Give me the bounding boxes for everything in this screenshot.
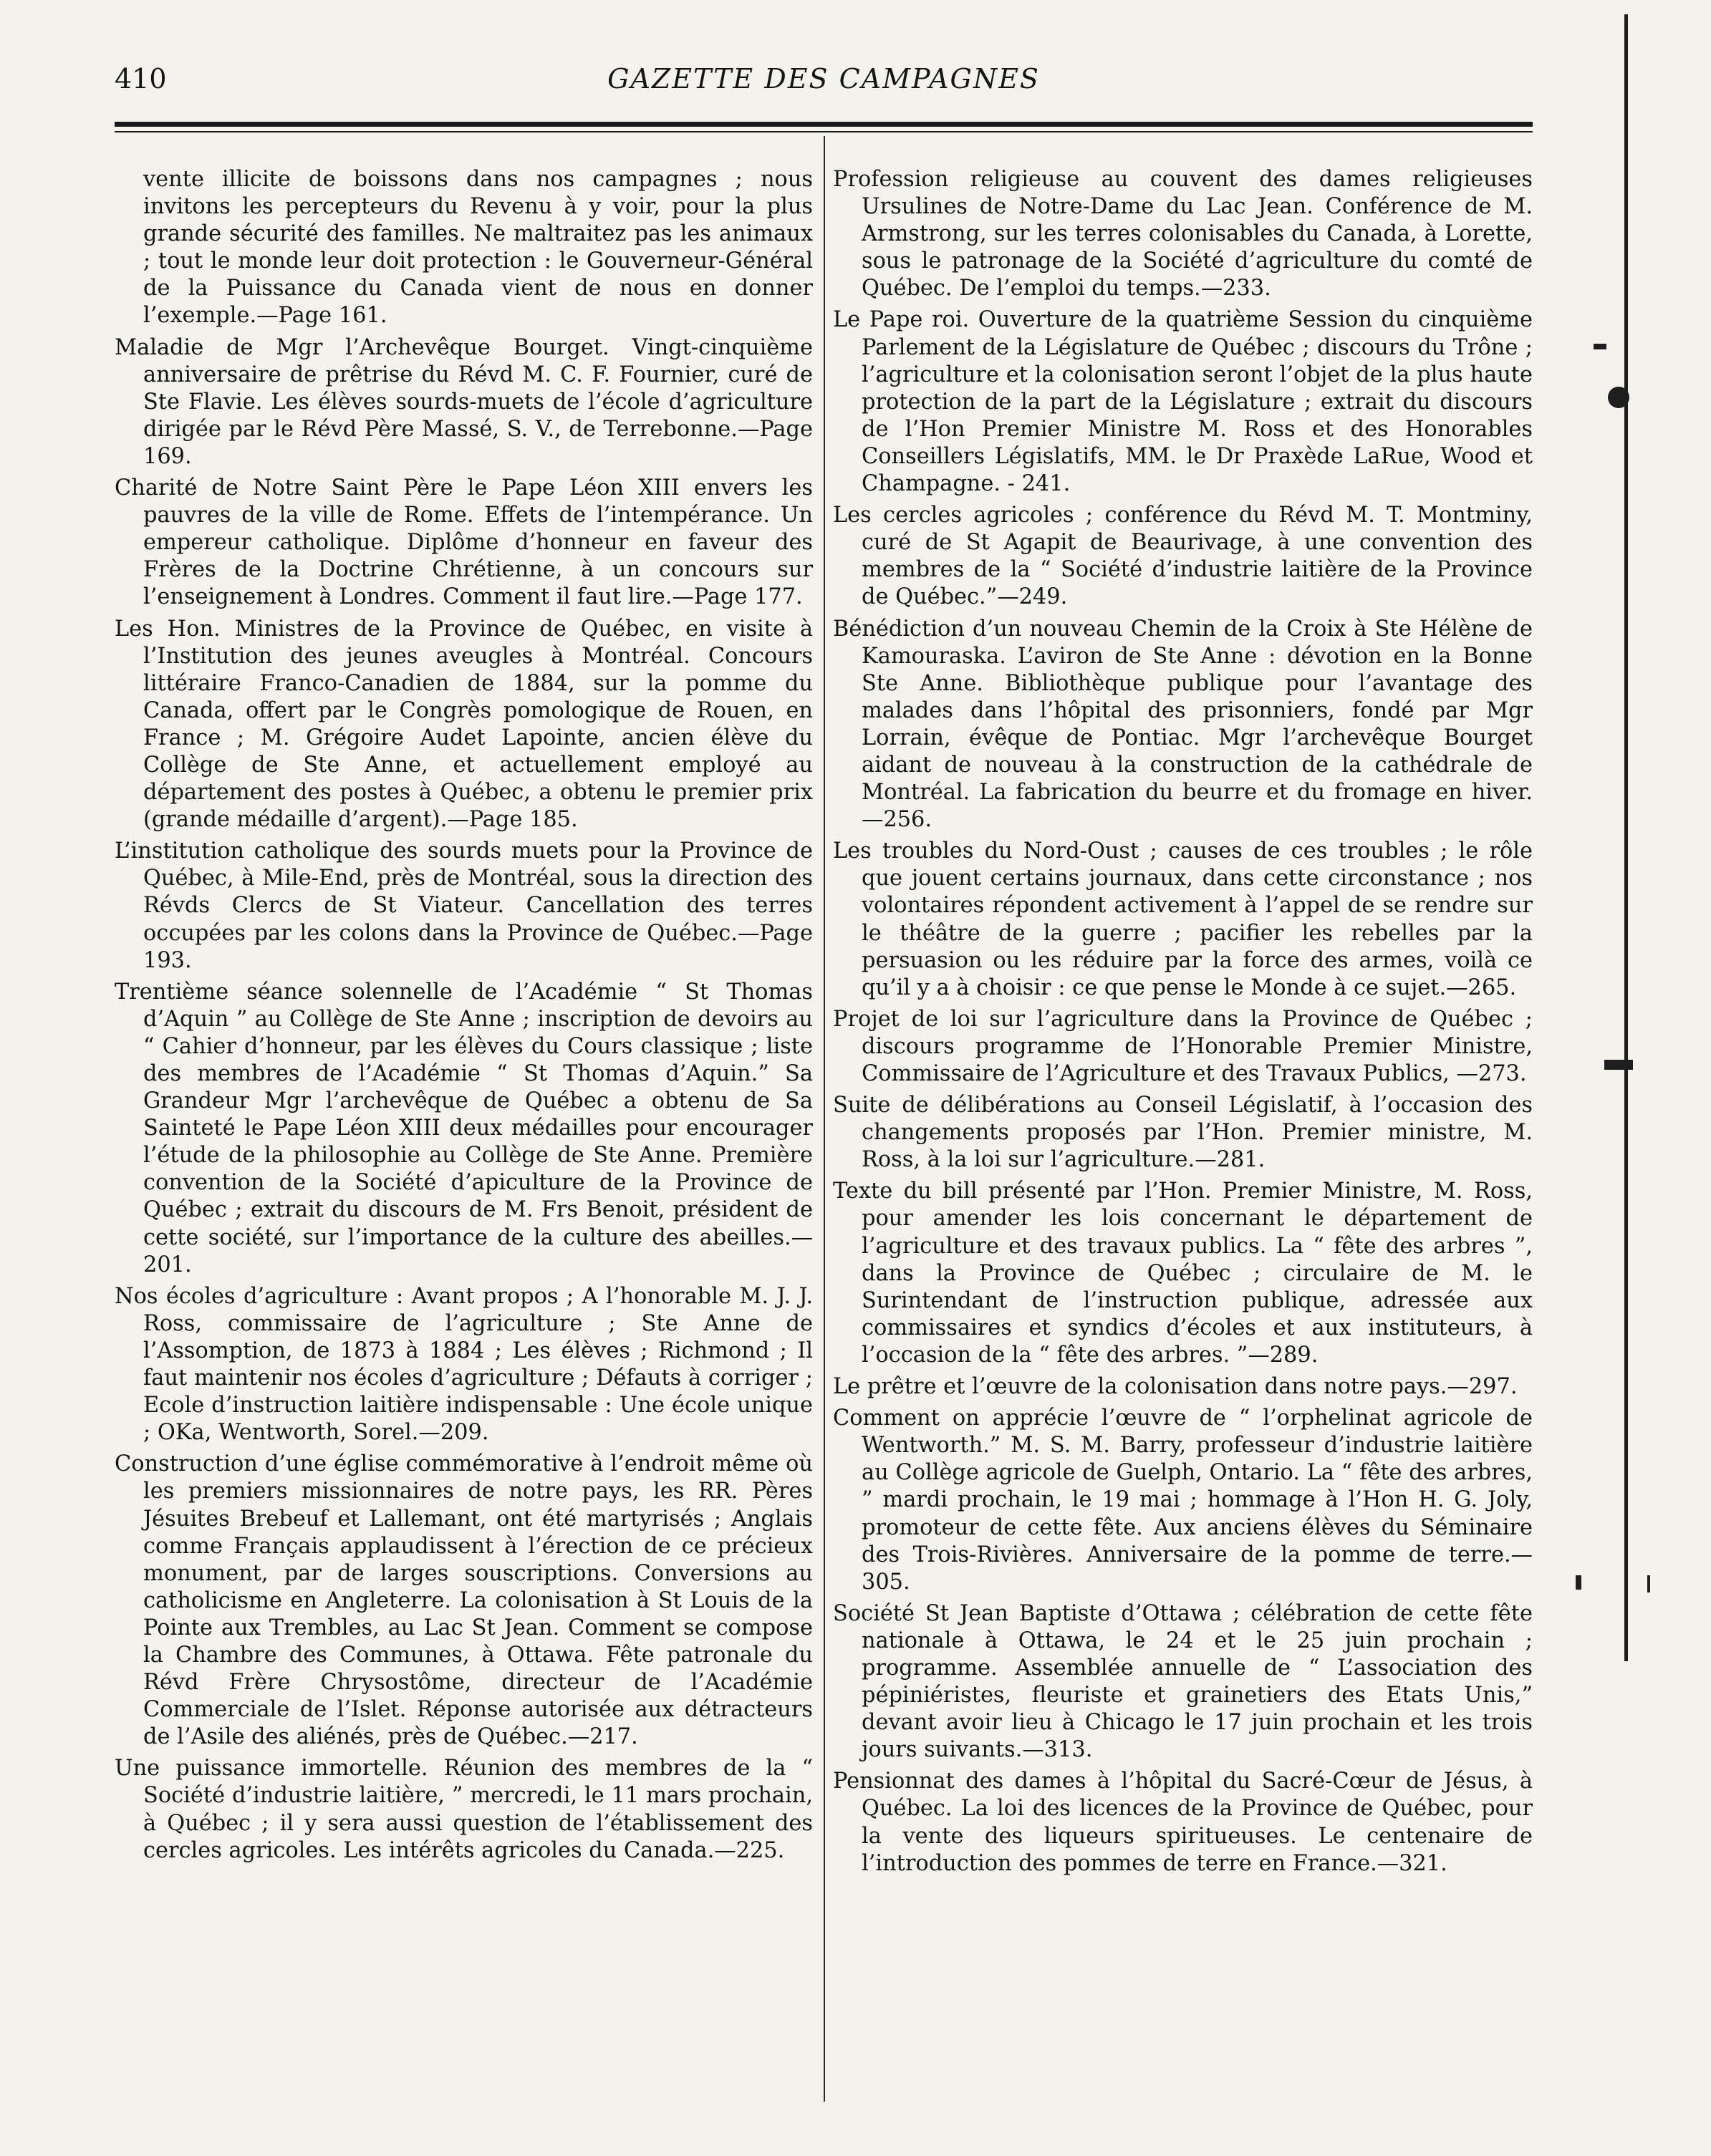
- index-entry: Maladie de Mgr l’Archevêque Bourget. Vingt-cinquième anniversaire de prêtrise du Révd M. C. F. Fournier, curé de Ste Flavie. Les élèves sourds-muets de l’école d’agriculture dirigée par le Révd Père Massé, S. V., de Terrebonne.—Page 169.: [115, 334, 813, 469]
- index-entry: Les troubles du Nord-Oust ; causes de ces troubles ; le rôle que jouent certains journaux, dans cette circonstance ; nos volontaires répondent activement à l’appel de se rendre sur le théâtre de la guerre ; pacifier les rebelles par la persuasion ou les réduire par la force des armes, voilà ce qu’il y a à choisir : ce que pense le Monde à ce sujet.—265.: [833, 838, 1533, 1000]
- margin-mark: [1576, 1575, 1581, 1590]
- margin-mark: [1608, 387, 1629, 408]
- running-head-title: GAZETTE DES CAMPAGNES: [607, 63, 1040, 95]
- binding-edge: [1624, 14, 1628, 1661]
- page-header: [115, 63, 1533, 106]
- margin-mark: [1604, 1060, 1633, 1070]
- index-entry: Projet de loi sur l’agriculture dans la Province de Québec ; discours programme de l’Honorable Premier Ministre, Commissaire de l’Agriculture et des Travaux Publics, —273.: [833, 1006, 1533, 1086]
- index-entry: vente illicite de boissons dans nos campagnes ; nous invitons les percepteurs du Revenu à y voir, pour la plus grande sécurité des familles. Ne maltraitez pas les animaux ; tout le monde leur doit protection : le Gouverneur-Général de la Puissance du Canada vient de nous en donner l’exemple.—Page 161.: [143, 167, 813, 329]
- right-column: [833, 166, 1533, 2128]
- index-entry: Profession religieuse au couvent des dames religieuses Ursulines de Notre-Dame du Lac Jean. Conférence de M. Armstrong, sur les terres colonisables du Canada, à Lorette, sous le patronage de la Société d’agriculture du comté de Québec. De l’emploi du temps.—233.: [833, 167, 1533, 301]
- index-entry: Les cercles agricoles ; conférence du Révd M. T. Montminy, curé de St Agapit de Beaurivage, à une convention des membres de la “ Société d’industrie laitière de la Province de Québec.”—249.: [833, 503, 1533, 610]
- index-entry: Suite de délibérations au Conseil Législatif, à l’occasion des changements proposés par l’Hon. Premier ministre, M. Ross, à la loi sur l’agriculture.—281.: [833, 1093, 1533, 1173]
- index-entry: Le prêtre et l’œuvre de la colonisation dans notre pays.—297.: [833, 1374, 1518, 1400]
- left-column: [115, 166, 813, 2128]
- header-rule-thick: [115, 122, 1533, 127]
- index-entry: Comment on apprécie l’œuvre de “ l’orphelinat agricole de Wentworth.” M. S. M. Barry, professeur d’industrie laitière au Collège agricole de Guelph, Ontario. La “ fête des arbres, ” mardi prochain, le 19 mai ; hommage à l’Hon H. G. Joly, promoteur de cette fête. Aux anciens élèves du Séminaire des Trois-Rivières. Anniversaire de la pomme de terre.—305.: [833, 1406, 1533, 1595]
- index-entry: Les Hon. Ministres de la Province de Québec, en visite à l’Institution des jeunes aveugles à Montréal. Concours littéraire Franco-Canadien de 1884, sur la pomme du Canada, offert par le Congrès pomologique de Rouen, en France ; M. Grégoire Audet Lapointe, ancien élève du Collège de Ste Anne, et actuellement employé au département des postes à Québec, a obtenu le premier prix (grande médaille d’argent).—Page 185.: [115, 616, 813, 833]
- index-entry: Charité de Notre Saint Père le Pape Léon XIII envers les pauvres de la ville de Rome. Effets de l’intempérance. Un empereur catholique. Diplôme d’honneur en faveur des Frères de la Doctrine Chrétienne, à un concours sur l’enseignement à Londres. Comment il faut lire.—Page 177.: [115, 475, 813, 610]
- index-entry: Trentième séance solennelle de l’Académie “ St Thomas d’Aquin ” au Collège de Ste Anne ; inscription de devoirs au “ Cahier d’honneur, par les élèves du Cours classique ; liste des membres de l’Académie “ St Thomas d’Aquin.” Sa Grandeur Mgr l’archevêque de Québec a obtenu de Sa Sainteté le Pape Léon XIII deux médailles pour encourager l’étude de la philosophie au Collège de Ste Anne. Première convention de la Société d’apiculture de la Province de Québec ; extrait du discours de M. Frs Benoit, président de cette société, sur l’importance de la culture des abeilles.—201.: [115, 979, 813, 1277]
- index-entry: Une puissance immortelle. Réunion des membres de la “ Société d’industrie laitière, ” mercredi, le 11 mars prochain, à Québec ; il y sera aussi question de l’établissement des cercles agricoles. Les intérêts agricoles du Canada.—225.: [115, 1756, 813, 1863]
- index-entry: L’institution catholique des sourds muets pour la Province de Québec, à Mile-End, près de Montréal, sous la direction des Révds Clercs de St Viateur. Cancellation des terres occupées par les colons dans la Province de Québec.—Page 193.: [115, 838, 813, 973]
- index-entry: Texte du bill présenté par l’Hon. Premier Ministre, M. Ross, pour amender les lois concernant le département de l’agriculture et des travaux publics. La “ fête des arbres ”, dans la Province de Québec ; circulaire de M. le Surintendant de l’instruction publique, adressée aux commissaires et syndics d’écoles et aux instituteurs, à l’occasion de la “ fête des arbres. ”—289.: [833, 1179, 1533, 1368]
- page-number: 410: [115, 63, 167, 95]
- index-entry: Bénédiction d’un nouveau Chemin de la Croix à Ste Hélène de Kamouraska. L’aviron de Ste Anne : dévotion en la Bonne Ste Anne. Bibliothèque publique pour l’avantage des malades dans l’hôpital des prisonniers, fondé par Mgr Lorrain, évêque de Pontiac. Mgr l’archevêque Bourget aidant de nouveau à la construction de la cathédrale de Montréal. La fabrication du beurre et du fromage en hiver.—256.: [833, 616, 1533, 833]
- column-divider: [824, 136, 825, 2102]
- index-entry: Le Pape roi. Ouverture de la quatrième Session du cinquième Parlement de la Législature de Québec ; discours du Trône ; l’agriculture et la colonisation seront l’objet de la plus haute protection de la part de la Législature ; extrait du discours de l’Hon Premier Ministre M. Ross et des Honorables Conseillers Législatifs, MM. le Dr Praxède LaRue, Wood et Champagne. - 241.: [833, 307, 1533, 497]
- index-entry: Société St Jean Baptiste d’Ottawa ; célébration de cette fête nationale à Ottawa, le 24 et le 25 juin prochain ; programme. Assemblée annuelle de “ L’association des pépiniéristes, fleuriste et grainetiers des Etats Unis,” devant avoir lieu à Chicago le 17 juin prochain et les trois jours suivants.—313.: [833, 1600, 1533, 1763]
- margin-mark: [1647, 1575, 1650, 1592]
- header-rule-thin: [115, 131, 1533, 132]
- margin-mark: [1594, 344, 1606, 349]
- index-entry: Nos écoles d’agriculture : Avant propos ; A l’honorable M. J. J. Ross, commissaire de l’agriculture ; Ste Anne de l’Assomption, de 1873 à 1884 ; Les élèves ; Richmond ; Il faut maintenir nos écoles d’agriculture ; Défauts à corriger ; Ecole d’instruction laitière indispensable : Une école unique ; OKa, Wentworth, Sorel.—209.: [115, 1283, 813, 1446]
- index-entry: Pensionnat des dames à l’hôpital du Sacré-Cœur de Jésus, à Québec. La loi des licences de la Province de Québec, pour la vente des liqueurs spiritueuses. Le centenaire de l’introduction des pommes de terre en France.—321.: [833, 1769, 1533, 1876]
- index-entry: Construction d’une église commémorative à l’endroit même où les premiers missionnaires de notre pays, les RR. Pères Jésuites Brebeuf et Lallemant, ont été martyrisés ; Anglais comme Français applaudissent à l’érection de ce précieux monument, par de larges souscriptions. Conversions au catholicisme en Angleterre. La colonisation à St Louis de la Pointe aux Trembles, au Lac St Jean. Comment se compose la Chambre des Communes, à Ottawa. Fête patronale du Révd Frère Chrysostôme, directeur de l’Académie Commerciale de l’Islet. Réponse autorisée aux détracteurs de l’Asile des aliénés, près de Québec.—217.: [115, 1451, 813, 1750]
